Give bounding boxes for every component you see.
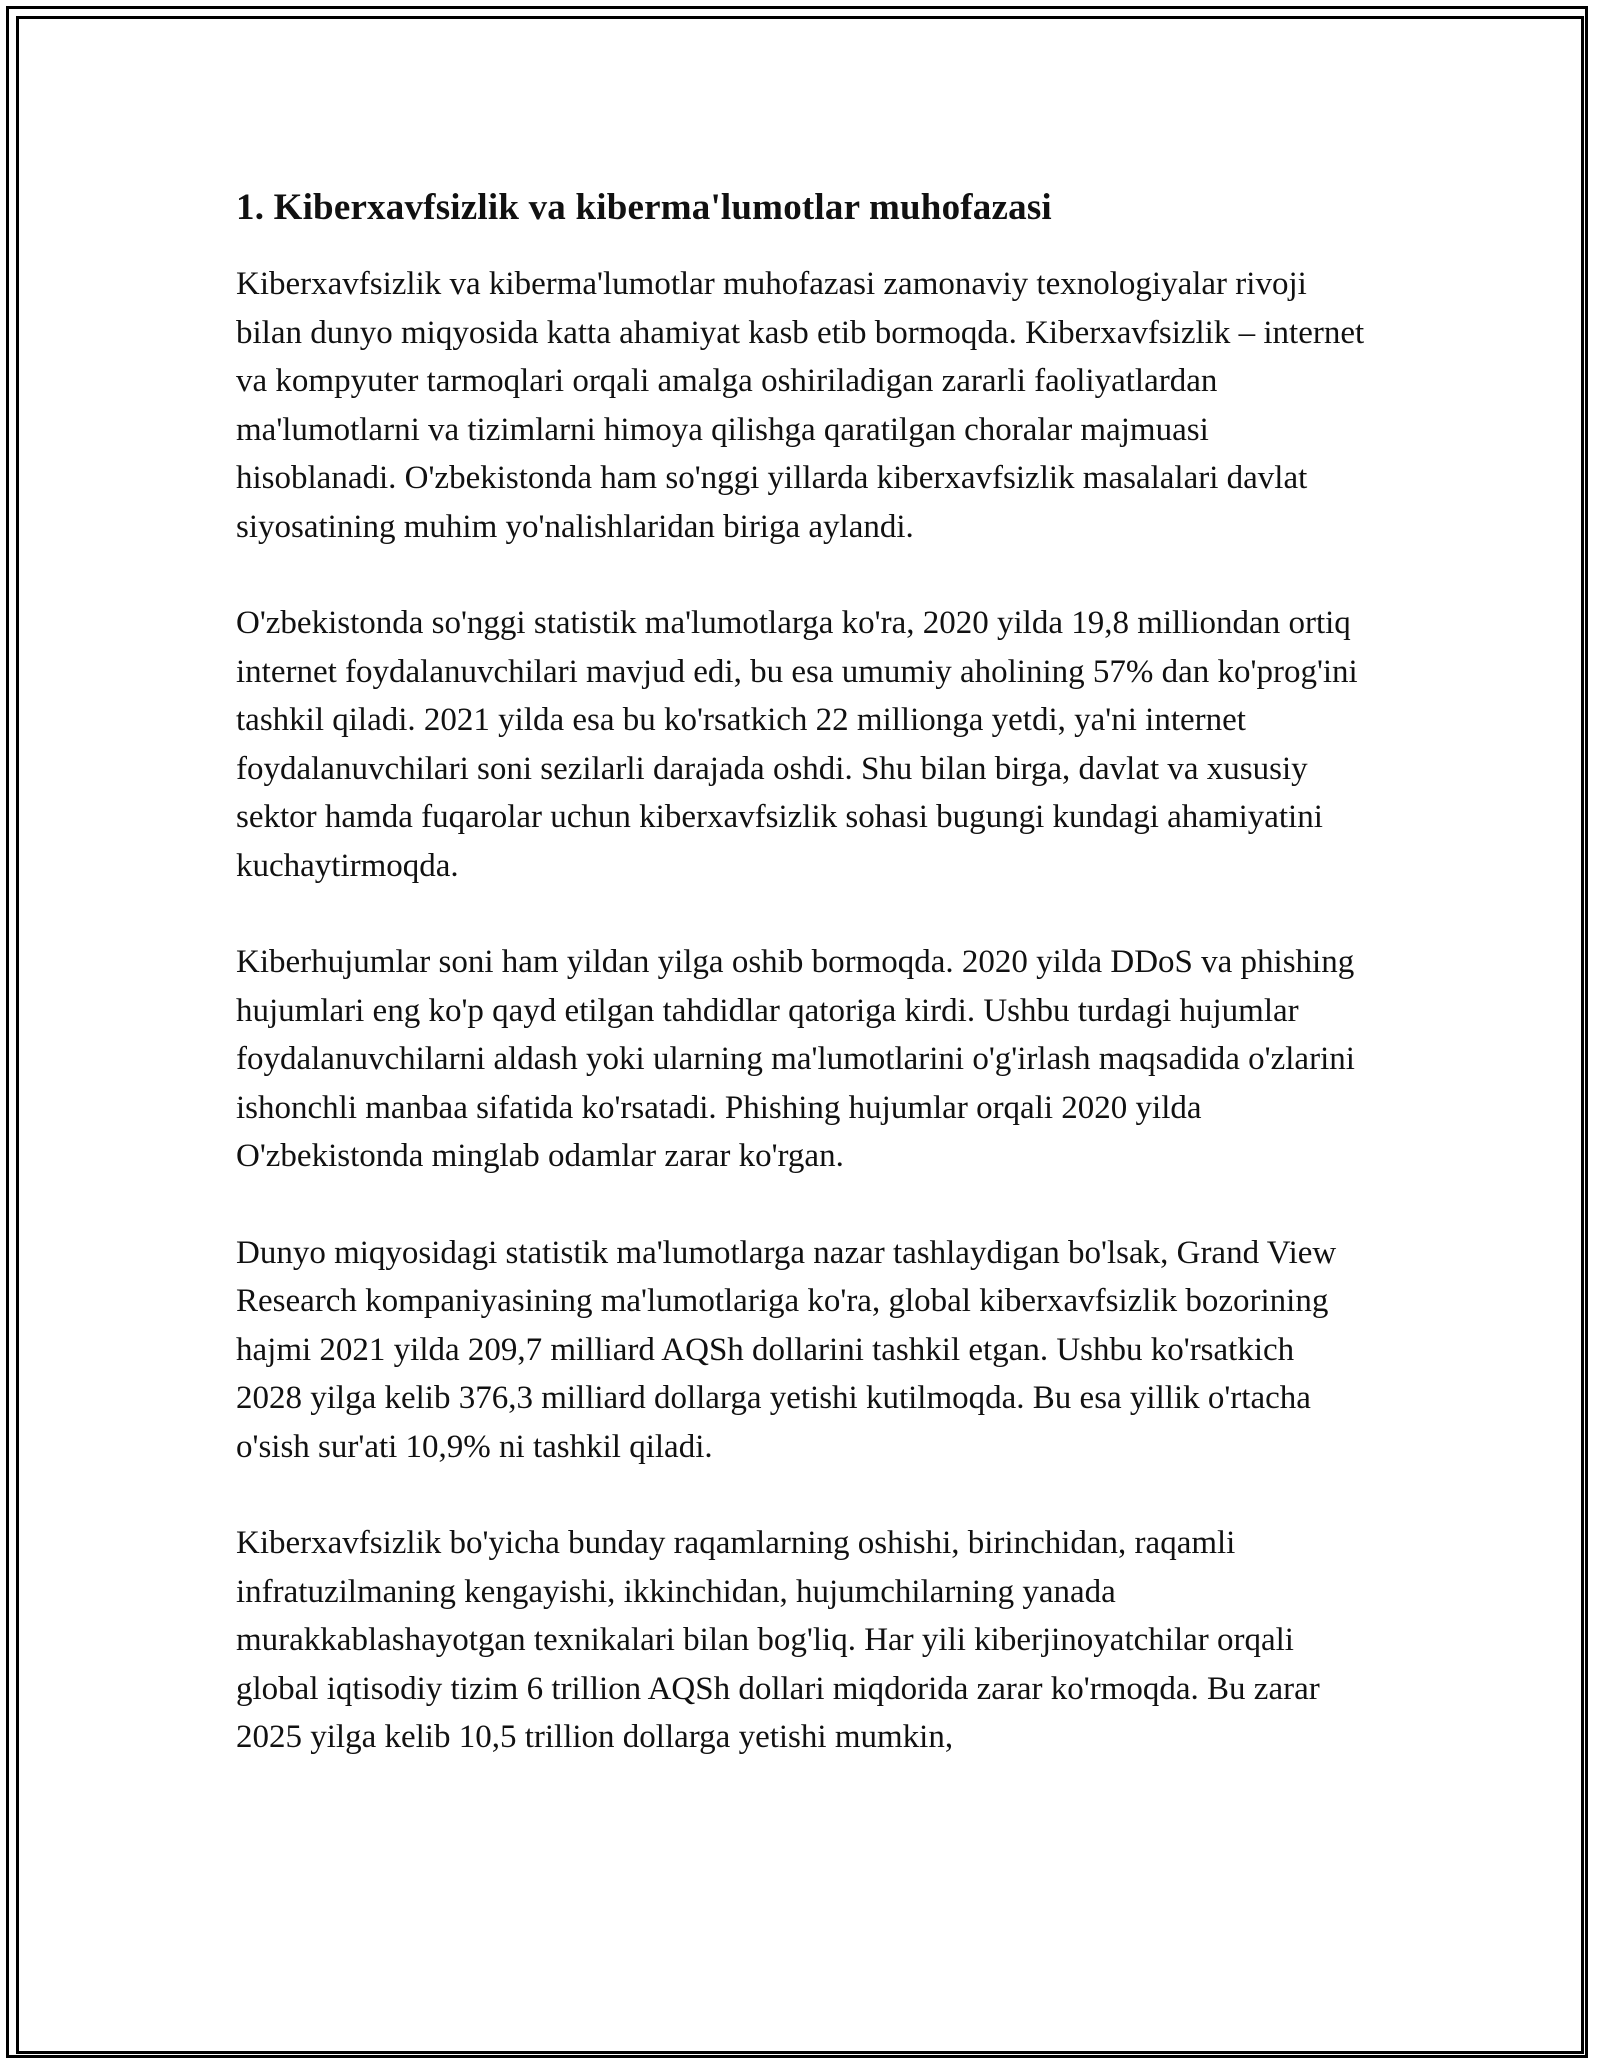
paragraph-uzbekistan-statistics: O'zbekistonda so'nggi statistik ma'lumotlarga ko'ra, 2020 yilda 19,8 milliondan ortiq internet foydalanuvchilari mavjud edi, bu esa umumiy aholining 57% dan ko'prog'ini tashkil qiladi. 2021 yilda esa bu ko'rsatkich 22 millionga yetdi, ya'ni internet foydalanuvchilari soni sezilarli darajada oshdi. Shu bilan birga, davlat va xususiy sektor hamda fuqarolar uchun kiberxavfsizlik sohasi bugungi kundagi ahamiyatini kuchaytirmoqda. bbox=[236, 605, 1358, 884]
section-title: 1. Kiberxavfsizlik va kiberma'lumotlar muhofazasi bbox=[236, 187, 1052, 228]
paragraph-growth-reasons: Kiberxavfsizlik bo'yicha bunday raqamlarning oshishi, birinchidan, raqamli infratuzilmaning kengayishi, ikkinchidan, hujumchilarning yanada murakkablashayotgan texnikalari bilan bog'liq. Har yili kiberjinoyatchilar orqali global iqtisodiy tizim 6 trillion AQSh dollari miqdorida zarar ko'rmoqda. Bu zarar 2025 yilga kelib 10,5 trillion dollarga yetishi mumkin, bbox=[236, 1525, 1320, 1755]
document-body bbox=[236, 184, 1366, 1810]
paragraph-intro: Kiberxavfsizlik va kiberma'lumotlar muhofazasi zamonaviy texnologiyalar rivoji bilan dunyo miqyosida katta ahamiyat kasb etib bormoqda. Kiberxavfsizlik – internet va kompyuter tarmoqlari orqali amalga oshiriladigan zararli faoliyatlardan ma'lumotlarni va tizimlarni himoya qilishga qaratilgan choralar majmuasi hisoblanadi. O'zbekistonda ham so'nggi yillarda kiberxavfsizlik masalalari davlat siyosatining muhim yo'nalishlaridan biriga aylandi. bbox=[236, 266, 1365, 545]
paragraph-global-market: Dunyo miqyosidagi statistik ma'lumotlarga nazar tashlaydigan bo'lsak, Grand View Research kompaniyasining ma'lumotlariga ko'ra, global kiberxavfsizlik bozorining hajmi 2021 yilda 209,7 milliard AQSh dollarini tashkil etgan. Ushbu ko'rsatkich 2028 yilga kelib 376,3 milliard dollarga yetishi kutilmoqda. Bu esa yillik o'rtacha o'sish sur'ati 10,9% ni tashkil qiladi. bbox=[236, 1234, 1337, 1465]
paragraph-cyberattacks: Kiberhujumlar soni ham yildan yilga oshib bormoqda. 2020 yilda DDoS va phishing hujumlari eng ko'p qayd etilgan tahdidlar qatoriga kirdi. Ushbu turdagi hujumlar foydalanuvchilarni aldash yoki ularning ma'lumotlarini o'g'irlash maqsadida o'zlarini ishonchli manbaa sifatida ko'rsatadi. Phishing hujumlar orqali 2020 yilda O'zbekistonda minglab odamlar zarar ko'rgan. bbox=[236, 944, 1355, 1174]
